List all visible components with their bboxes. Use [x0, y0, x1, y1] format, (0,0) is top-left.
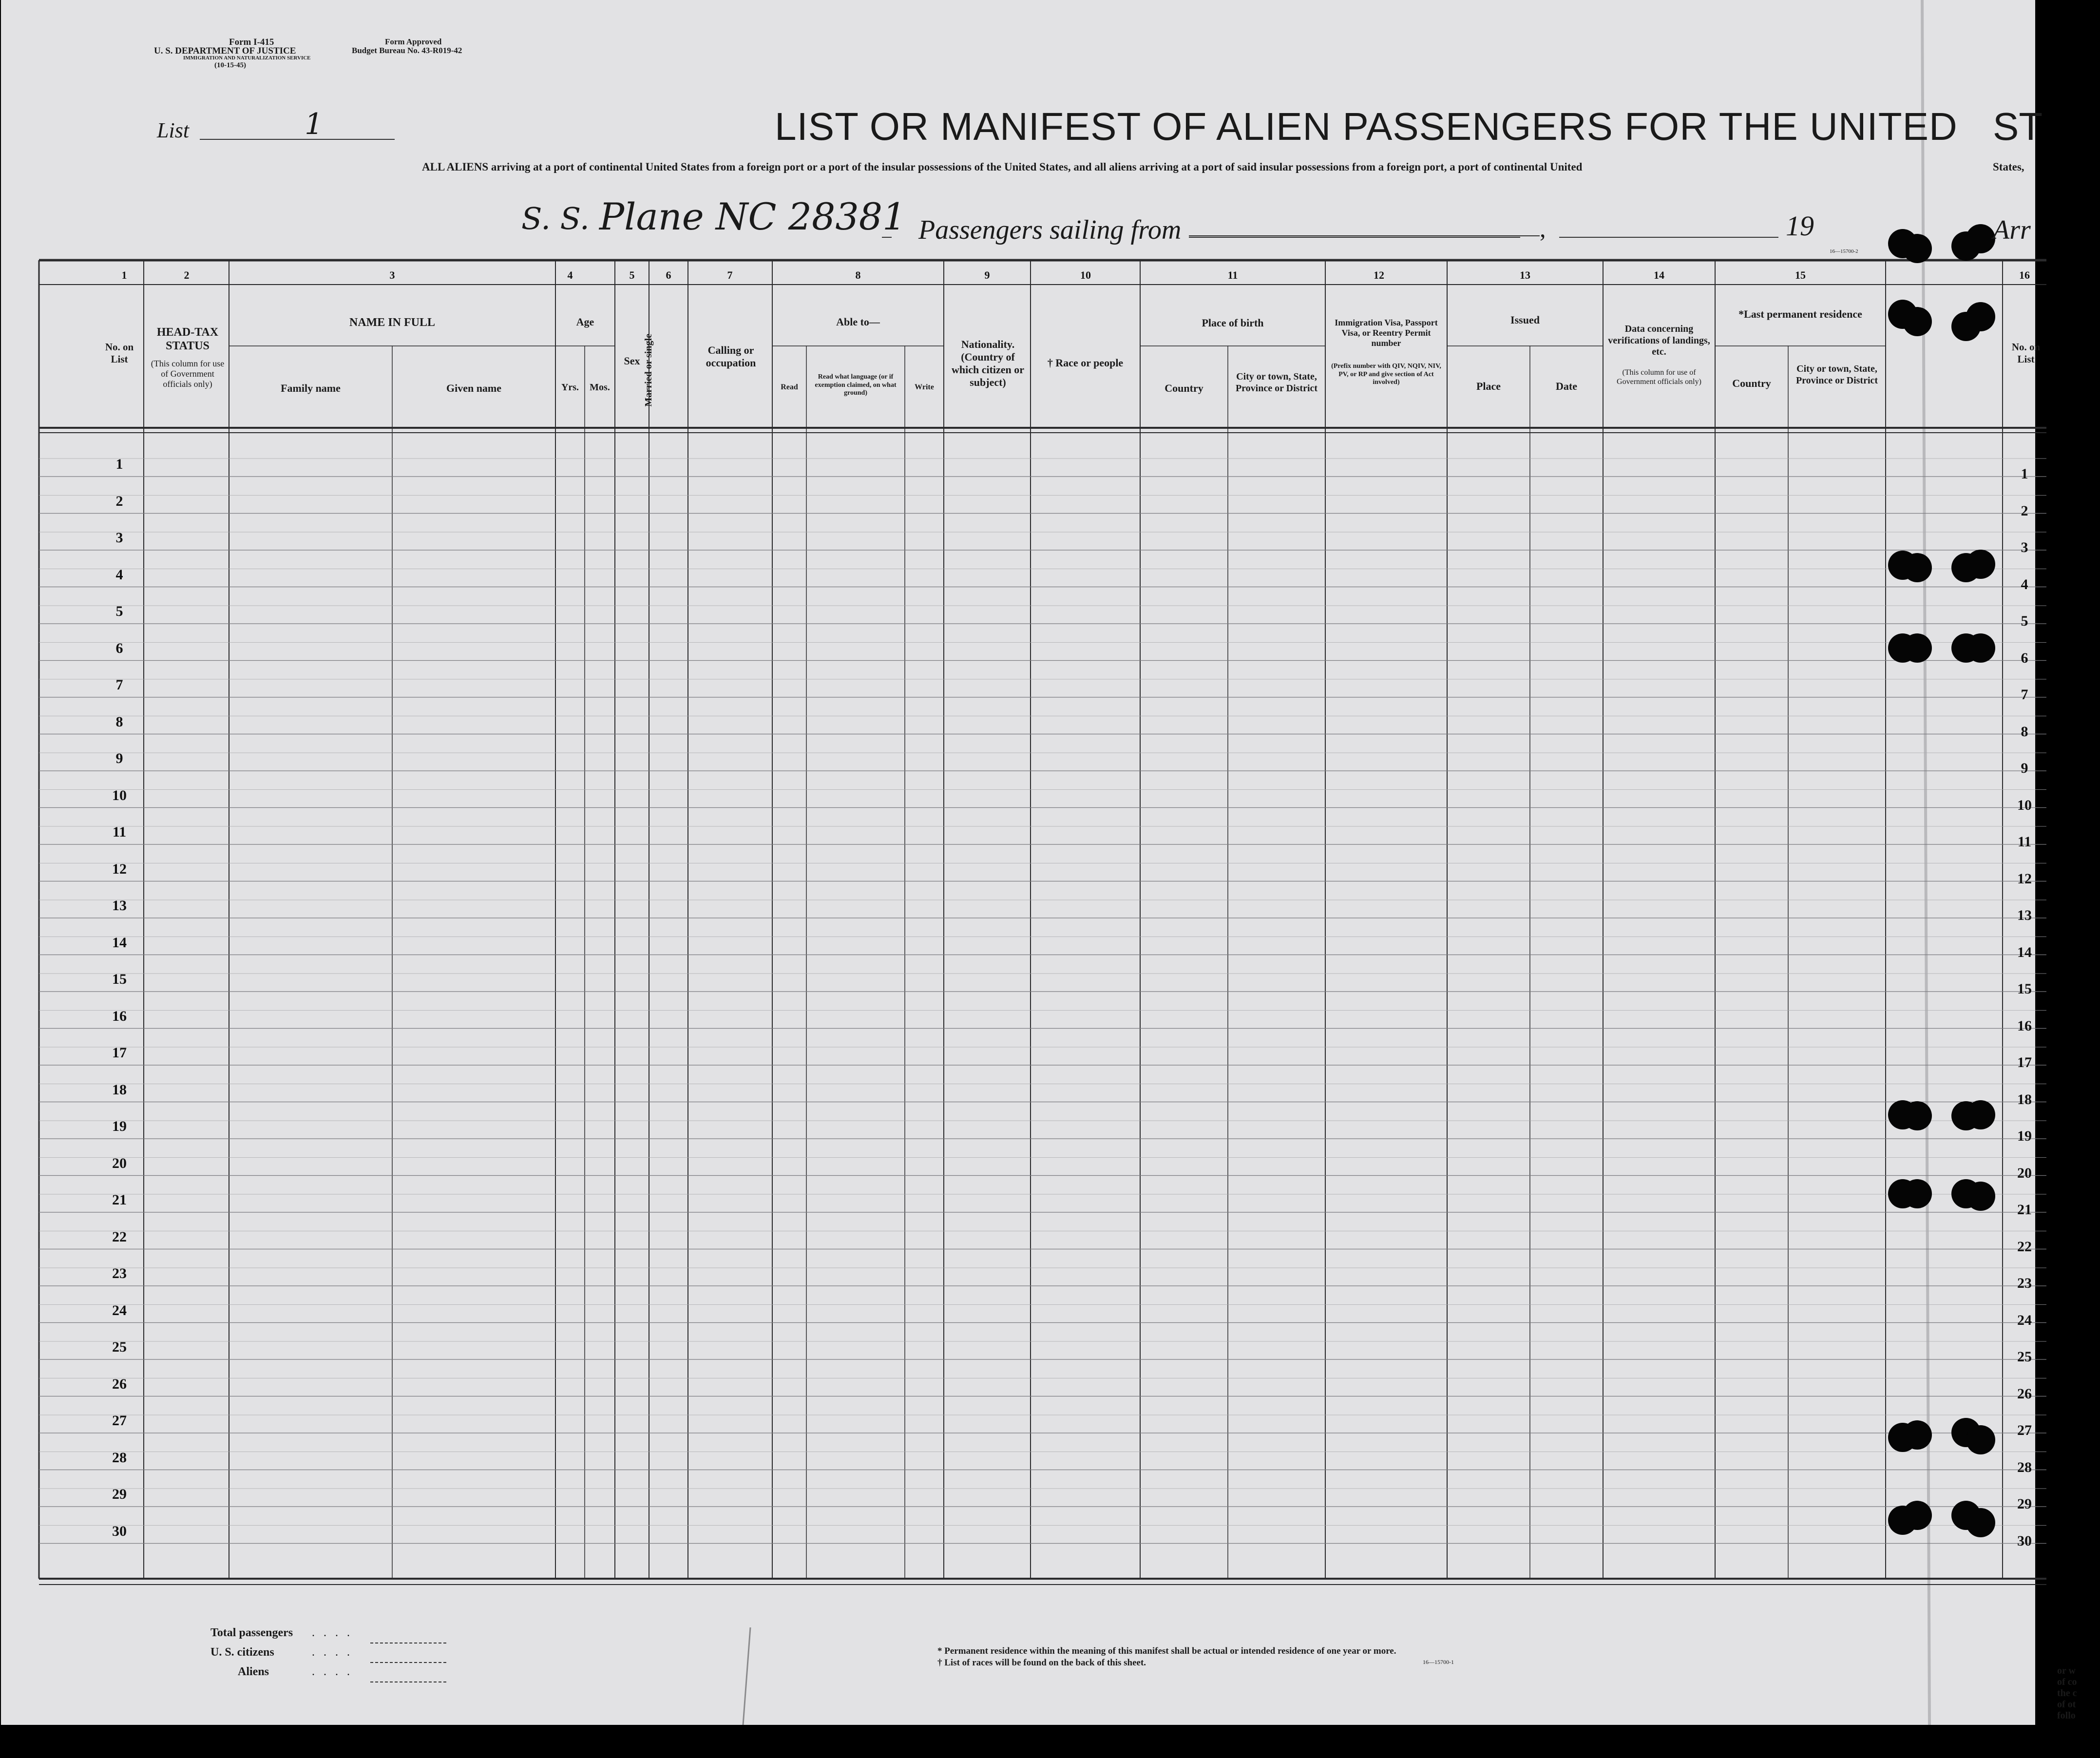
form-revision: (10-15-45)	[214, 61, 246, 69]
form-service: IMMIGRATION AND NATURALIZATION SERVICE	[183, 55, 311, 61]
row-number-right: 18	[2017, 1091, 2032, 1108]
row-number-right: 10	[2017, 797, 2032, 813]
vessel-name[interactable]: Plane NC 28381	[599, 195, 906, 238]
write-header: Write	[915, 383, 934, 391]
row-number-right: 12	[2017, 870, 2032, 887]
list-number[interactable]: 1	[305, 107, 324, 141]
vessel-prefix: S. S.	[521, 201, 590, 236]
sailing-from-blank[interactable]	[1189, 234, 1783, 244]
footnote-residence: * Permanent residence within the meaning of this manifest shall be actual or intended residence of one year or more.	[937, 1646, 1396, 1656]
column-number: 8	[855, 269, 861, 281]
date-header: Date	[1556, 380, 1577, 392]
row-number: 22	[112, 1228, 127, 1245]
year-label: 19	[1786, 210, 1814, 242]
row-number: 25	[112, 1339, 127, 1355]
column-number: 14	[1654, 269, 1664, 281]
arriving-label-cut: Arr	[1993, 215, 2031, 245]
place-header: Place	[1476, 380, 1501, 392]
head-tax-header: HEAD-TAX STATUS	[156, 326, 219, 353]
row-number-right: 17	[2017, 1054, 2032, 1070]
row-number-right: 1	[2021, 466, 2028, 482]
column-number: 5	[629, 269, 635, 281]
row-number: 17	[112, 1045, 127, 1061]
row-number-right: 22	[2017, 1238, 2032, 1255]
aliens-label: Aliens	[238, 1665, 269, 1678]
paper-sheet	[1, 0, 2035, 1725]
country-header: Country	[1165, 382, 1203, 394]
row-number: 5	[115, 603, 123, 619]
row-number-right: 25	[2017, 1349, 2032, 1365]
row-number: 14	[112, 934, 127, 951]
row-number-right: 15	[2017, 981, 2032, 997]
row-number: 23	[112, 1265, 127, 1281]
data-concerning-note: (This column for use of Government officials only)	[1617, 368, 1701, 386]
nationality-header: Nationality. (Country of which citizen or subject)	[951, 338, 1025, 388]
row-number: 21	[112, 1192, 127, 1208]
country-header-2: Country	[1732, 377, 1771, 389]
issued-header: Issued	[1510, 314, 1540, 326]
column-number: 1	[121, 269, 127, 281]
list-label: List	[157, 118, 190, 142]
manifest-title-cut: ST	[1993, 105, 2043, 148]
column-number: 11	[1227, 269, 1238, 281]
data-concerning-header: Data concerning verifications of landings, etc.	[1608, 324, 1710, 358]
row-number: 27	[112, 1413, 127, 1429]
row-number: 28	[112, 1449, 127, 1466]
manifest-title: LIST OR MANIFEST OF ALIEN PASSENGERS FOR THE UNITED	[775, 105, 1958, 148]
row-number-right: 5	[2021, 613, 2028, 629]
row-number: 9	[115, 750, 123, 766]
row-number: 19	[112, 1118, 127, 1134]
manifest-subtitle-cut: States,	[1993, 161, 2024, 173]
column-number: 4	[567, 269, 573, 281]
row-number-right: 29	[2017, 1496, 2032, 1512]
print-code-bottom: 16—15700-1	[1423, 1659, 1454, 1665]
print-code-top: 16—15700-2	[1830, 248, 1858, 254]
column-number: 13	[1520, 269, 1530, 281]
read-language-header: Read what language (or if exemption claimed, on what ground)	[815, 373, 897, 397]
visa-header: Immigration Visa, Passport Visa, or Reentry Permit number	[1335, 318, 1438, 348]
row-number: 18	[112, 1081, 127, 1098]
row-number-right: 6	[2021, 650, 2028, 666]
row-number-right: 23	[2017, 1275, 2032, 1291]
manifest-subtitle: ALL ALIENS arriving at a port of continental United States from a foreign port or a port of the insular possessions of the United States, and all aliens arriving at a port of said insular possessions from a foreign port, a port of continental United	[422, 161, 1583, 173]
column-number: 16	[2019, 269, 2030, 281]
row-number-right: 16	[2017, 1017, 2032, 1034]
row-number: 29	[112, 1486, 127, 1502]
sailing-from-label: Passengers sailing from	[918, 215, 1182, 245]
age-header: Age	[576, 316, 594, 328]
row-number: 11	[112, 824, 127, 840]
column-number: 2	[184, 269, 190, 281]
row-number: 2	[115, 493, 123, 509]
row-number: 20	[112, 1155, 127, 1171]
city-state-header: City or town, State, Province or District	[1235, 371, 1318, 394]
margin-text-cut: or w of co the c of ot follo	[2057, 1665, 2077, 1721]
row-number-right: 27	[2017, 1422, 2032, 1438]
row-number-right: 9	[2021, 760, 2028, 776]
row-number-right: 21	[2017, 1202, 2032, 1218]
form-budget: Budget Bureau No. 43-R019-42	[352, 46, 462, 55]
mos-header: Mos.	[590, 382, 610, 393]
row-number-right: 4	[2021, 576, 2028, 592]
column-number: 10	[1080, 269, 1091, 281]
row-number-right: 8	[2021, 723, 2028, 740]
column-number: 15	[1795, 269, 1806, 281]
row-number: 16	[112, 1008, 127, 1024]
row-number-right: 2	[2021, 502, 2028, 519]
column-number: 12	[1374, 269, 1384, 281]
form-department: U. S. DEPARTMENT OF JUSTICE	[154, 46, 296, 56]
row-number: 4	[115, 566, 123, 583]
sex-header: Sex	[624, 355, 640, 367]
row-number-right: 14	[2017, 944, 2032, 960]
last-residence-header: *Last permanent residence	[1738, 308, 1862, 320]
married-header: Married or single	[643, 334, 654, 407]
row-number: 24	[112, 1302, 127, 1318]
column-number: 6	[666, 269, 671, 281]
city-state-header-2: City or town, State, Province or District	[1795, 363, 1878, 386]
yrs-header: Yrs.	[561, 382, 579, 393]
row-number: 8	[115, 713, 123, 730]
row-number-right: 24	[2017, 1312, 2032, 1328]
form-number: Form I-415	[229, 37, 274, 47]
row-number: 12	[112, 860, 127, 877]
row-number: 13	[112, 898, 127, 914]
row-number-right: 30	[2017, 1532, 2032, 1549]
row-number-right: 20	[2017, 1165, 2032, 1181]
no-on-list-header: No. on List	[105, 341, 134, 365]
place-of-birth-header: Place of birth	[1202, 317, 1264, 329]
column-number: 3	[389, 269, 395, 281]
row-number: 6	[115, 640, 123, 656]
read-header: Read	[781, 383, 798, 391]
row-number: 7	[115, 677, 123, 693]
column-number: 7	[727, 269, 733, 281]
calling-header: Calling or occupation	[706, 344, 756, 369]
row-number: 3	[115, 530, 123, 546]
family-name-header: Family name	[281, 382, 341, 394]
able-to-header: Able to—	[836, 316, 880, 328]
row-number: 15	[112, 971, 127, 987]
row-number-right: 19	[2017, 1128, 2032, 1144]
row-number-right: 13	[2017, 907, 2032, 923]
row-number-right: 3	[2021, 539, 2028, 555]
column-number: 9	[984, 269, 990, 281]
row-number-right: 7	[2021, 687, 2028, 703]
row-number-right: 26	[2017, 1385, 2032, 1402]
head-tax-note: (This column for use of Government officials only)	[151, 359, 225, 389]
form-approved: Form Approved	[385, 37, 442, 46]
us-citizens-label: U. S. citizens	[210, 1646, 274, 1659]
row-number: 30	[112, 1523, 127, 1539]
footnote-races: † List of races will be found on the back of this sheet.	[937, 1658, 1146, 1668]
row-number: 1	[115, 456, 123, 472]
row-number: 10	[112, 787, 127, 803]
row-number: 26	[112, 1376, 127, 1392]
no-on-list-header-right: No. on List	[2011, 341, 2041, 365]
row-number-right: 28	[2017, 1459, 2032, 1475]
visa-note: (Prefix number with QIV, NQIV, NIV, PV, or RP and give section of Act involved)	[1331, 363, 1441, 386]
given-name-header: Given name	[446, 382, 502, 394]
row-number-right: 11	[2017, 834, 2032, 850]
race-header: † Race or people	[1047, 357, 1124, 369]
name-in-full-header: NAME IN FULL	[349, 316, 435, 329]
total-passengers-label: Total passengers	[210, 1626, 293, 1639]
